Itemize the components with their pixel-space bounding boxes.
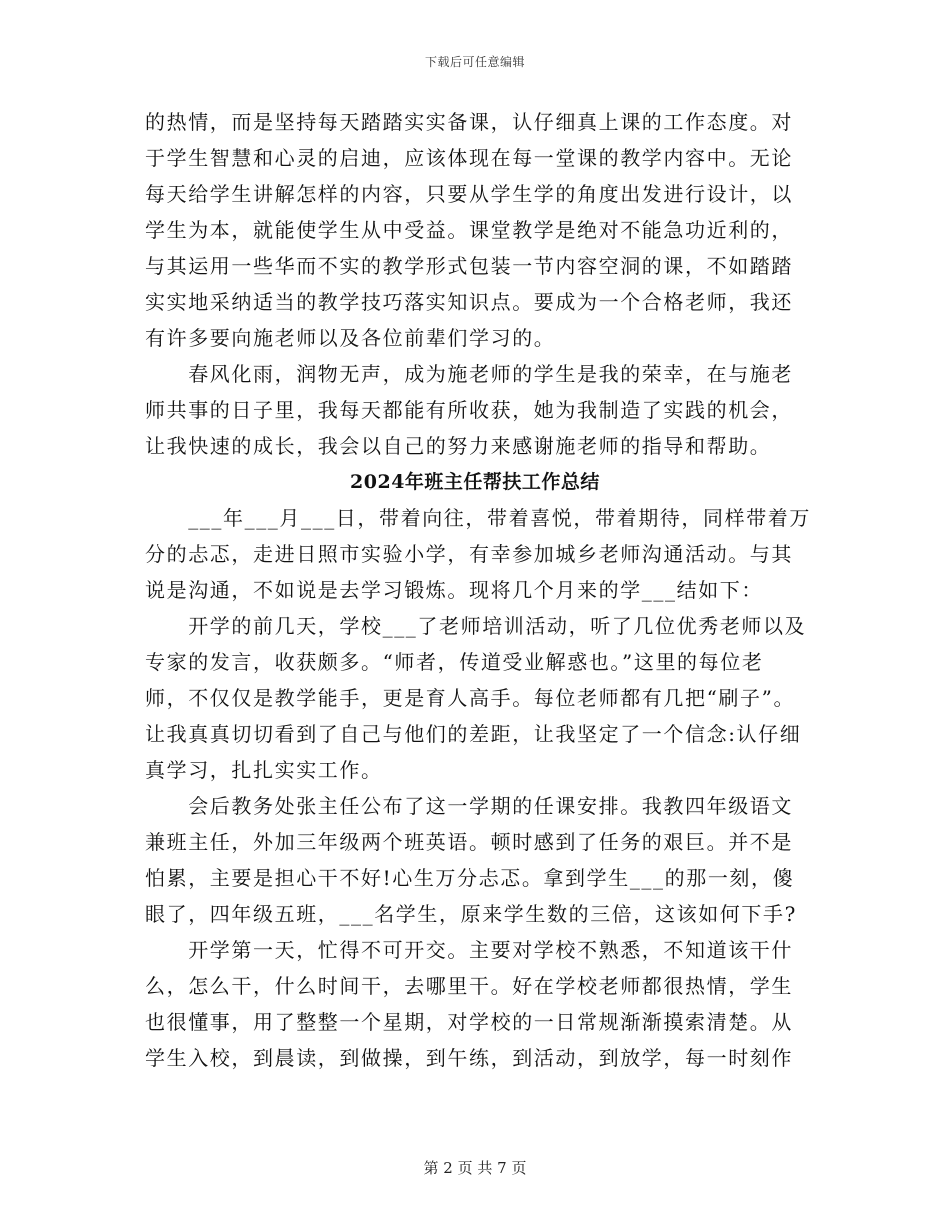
paragraph-line: ___年___月___日，带着向往，带着喜悦，带着期待，同样带着万 <box>145 506 811 530</box>
paragraph-line: 有许多要向施老师以及各位前辈们学习的。 <box>145 326 556 350</box>
paragraph-line: 让我快速的成长，我会以自己的努力来感谢施老师的指导和帮助。 <box>145 434 772 458</box>
paragraph-line: 让我真真切切看到了自己与他们的差距，让我坚定了一个信念:认仔细 <box>145 722 802 746</box>
paragraph-line: 真学习，扎扎实实工作。 <box>145 758 383 782</box>
paragraph-line: 实实地采纳适当的教学技巧落实知识点。要成为一个合格老师，我还 <box>145 290 793 314</box>
paragraph-line: 每天给学生讲解怎样的内容，只要从学生学的角度出发进行设计，以 <box>145 182 793 206</box>
page-header-note: 下载后可任意编辑 <box>424 55 525 69</box>
paragraph-line: 分的忐忑，走进日照市实验小学，有幸参加城乡老师沟通活动。与其 <box>145 542 793 566</box>
paragraph-line: 说是沟通，不如说是去学习锻炼。现将几个月来的学___结如下： <box>145 578 763 602</box>
paragraph-line: 师共事的日子里，我每天都能有所收获，她为我制造了实践的机会， <box>145 398 793 422</box>
paragraph-line: 与其运用一些华而不实的教学形式包装一节内容空洞的课，不如踏踏 <box>145 254 793 278</box>
paragraph-line: 的热情，而是坚持每天踏踏实实备课，认仔细真上课的工作态度。对 <box>145 110 793 134</box>
paragraph-line: 师，不仅仅是教学能手，更是育人高手。每位老师都有几把“刷子”。 <box>145 686 796 710</box>
paragraph-line: 么，怎么干，什么时间干，去哪里干。好在学校老师都很热情，学生 <box>145 974 793 998</box>
paragraph-line: 专家的发言，收获颇多。“师者，传道受业解惑也。”这里的每位老 <box>145 650 764 674</box>
paragraph-line: 学生为本，就能使学生从中受益。课堂教学是绝对不能急功近利的， <box>145 218 793 242</box>
section-title: 2024年班主任帮扶工作总结 <box>350 471 600 493</box>
paragraph-line: 也很懂事，用了整整一个星期，对学校的一日常规渐渐摸索清楚。从 <box>145 1010 793 1034</box>
paragraph-line: 学生入校，到晨读，到做操，到午练，到活动，到放学，每一时刻作 <box>145 1046 793 1070</box>
paragraph-line: 怕累，主要是担心干不好!心生万分忐忑。拿到学生___的那一刻，傻 <box>145 866 795 890</box>
paragraph-line: 开学的前几天，学校___了老师培训活动，听了几位优秀老师以及 <box>145 614 807 638</box>
page-number-footer: 第 2 页 共 7 页 <box>423 1159 527 1177</box>
paragraph-line: 会后教务处张主任公布了这一学期的任课安排。我教四年级语文 <box>145 794 793 818</box>
paragraph-line: 开学第一天，忙得不可开交。主要对学校不熟悉，不知道该干什 <box>145 938 793 962</box>
paragraph-line: 眼了，四年级五班，___名学生，原来学生数的三倍，这该如何下手? <box>145 902 797 926</box>
paragraph-line: 于学生智慧和心灵的启迪，应该体现在每一堂课的教学内容中。无论 <box>145 146 793 170</box>
document-body <box>145 104 811 1076</box>
paragraph-line: 春风化雨，润物无声，成为施老师的学生是我的荣幸，在与施老 <box>145 362 793 386</box>
paragraph-line: 兼班主任，外加三年级两个班英语。顿时感到了任务的艰巨。并不是 <box>145 830 793 854</box>
